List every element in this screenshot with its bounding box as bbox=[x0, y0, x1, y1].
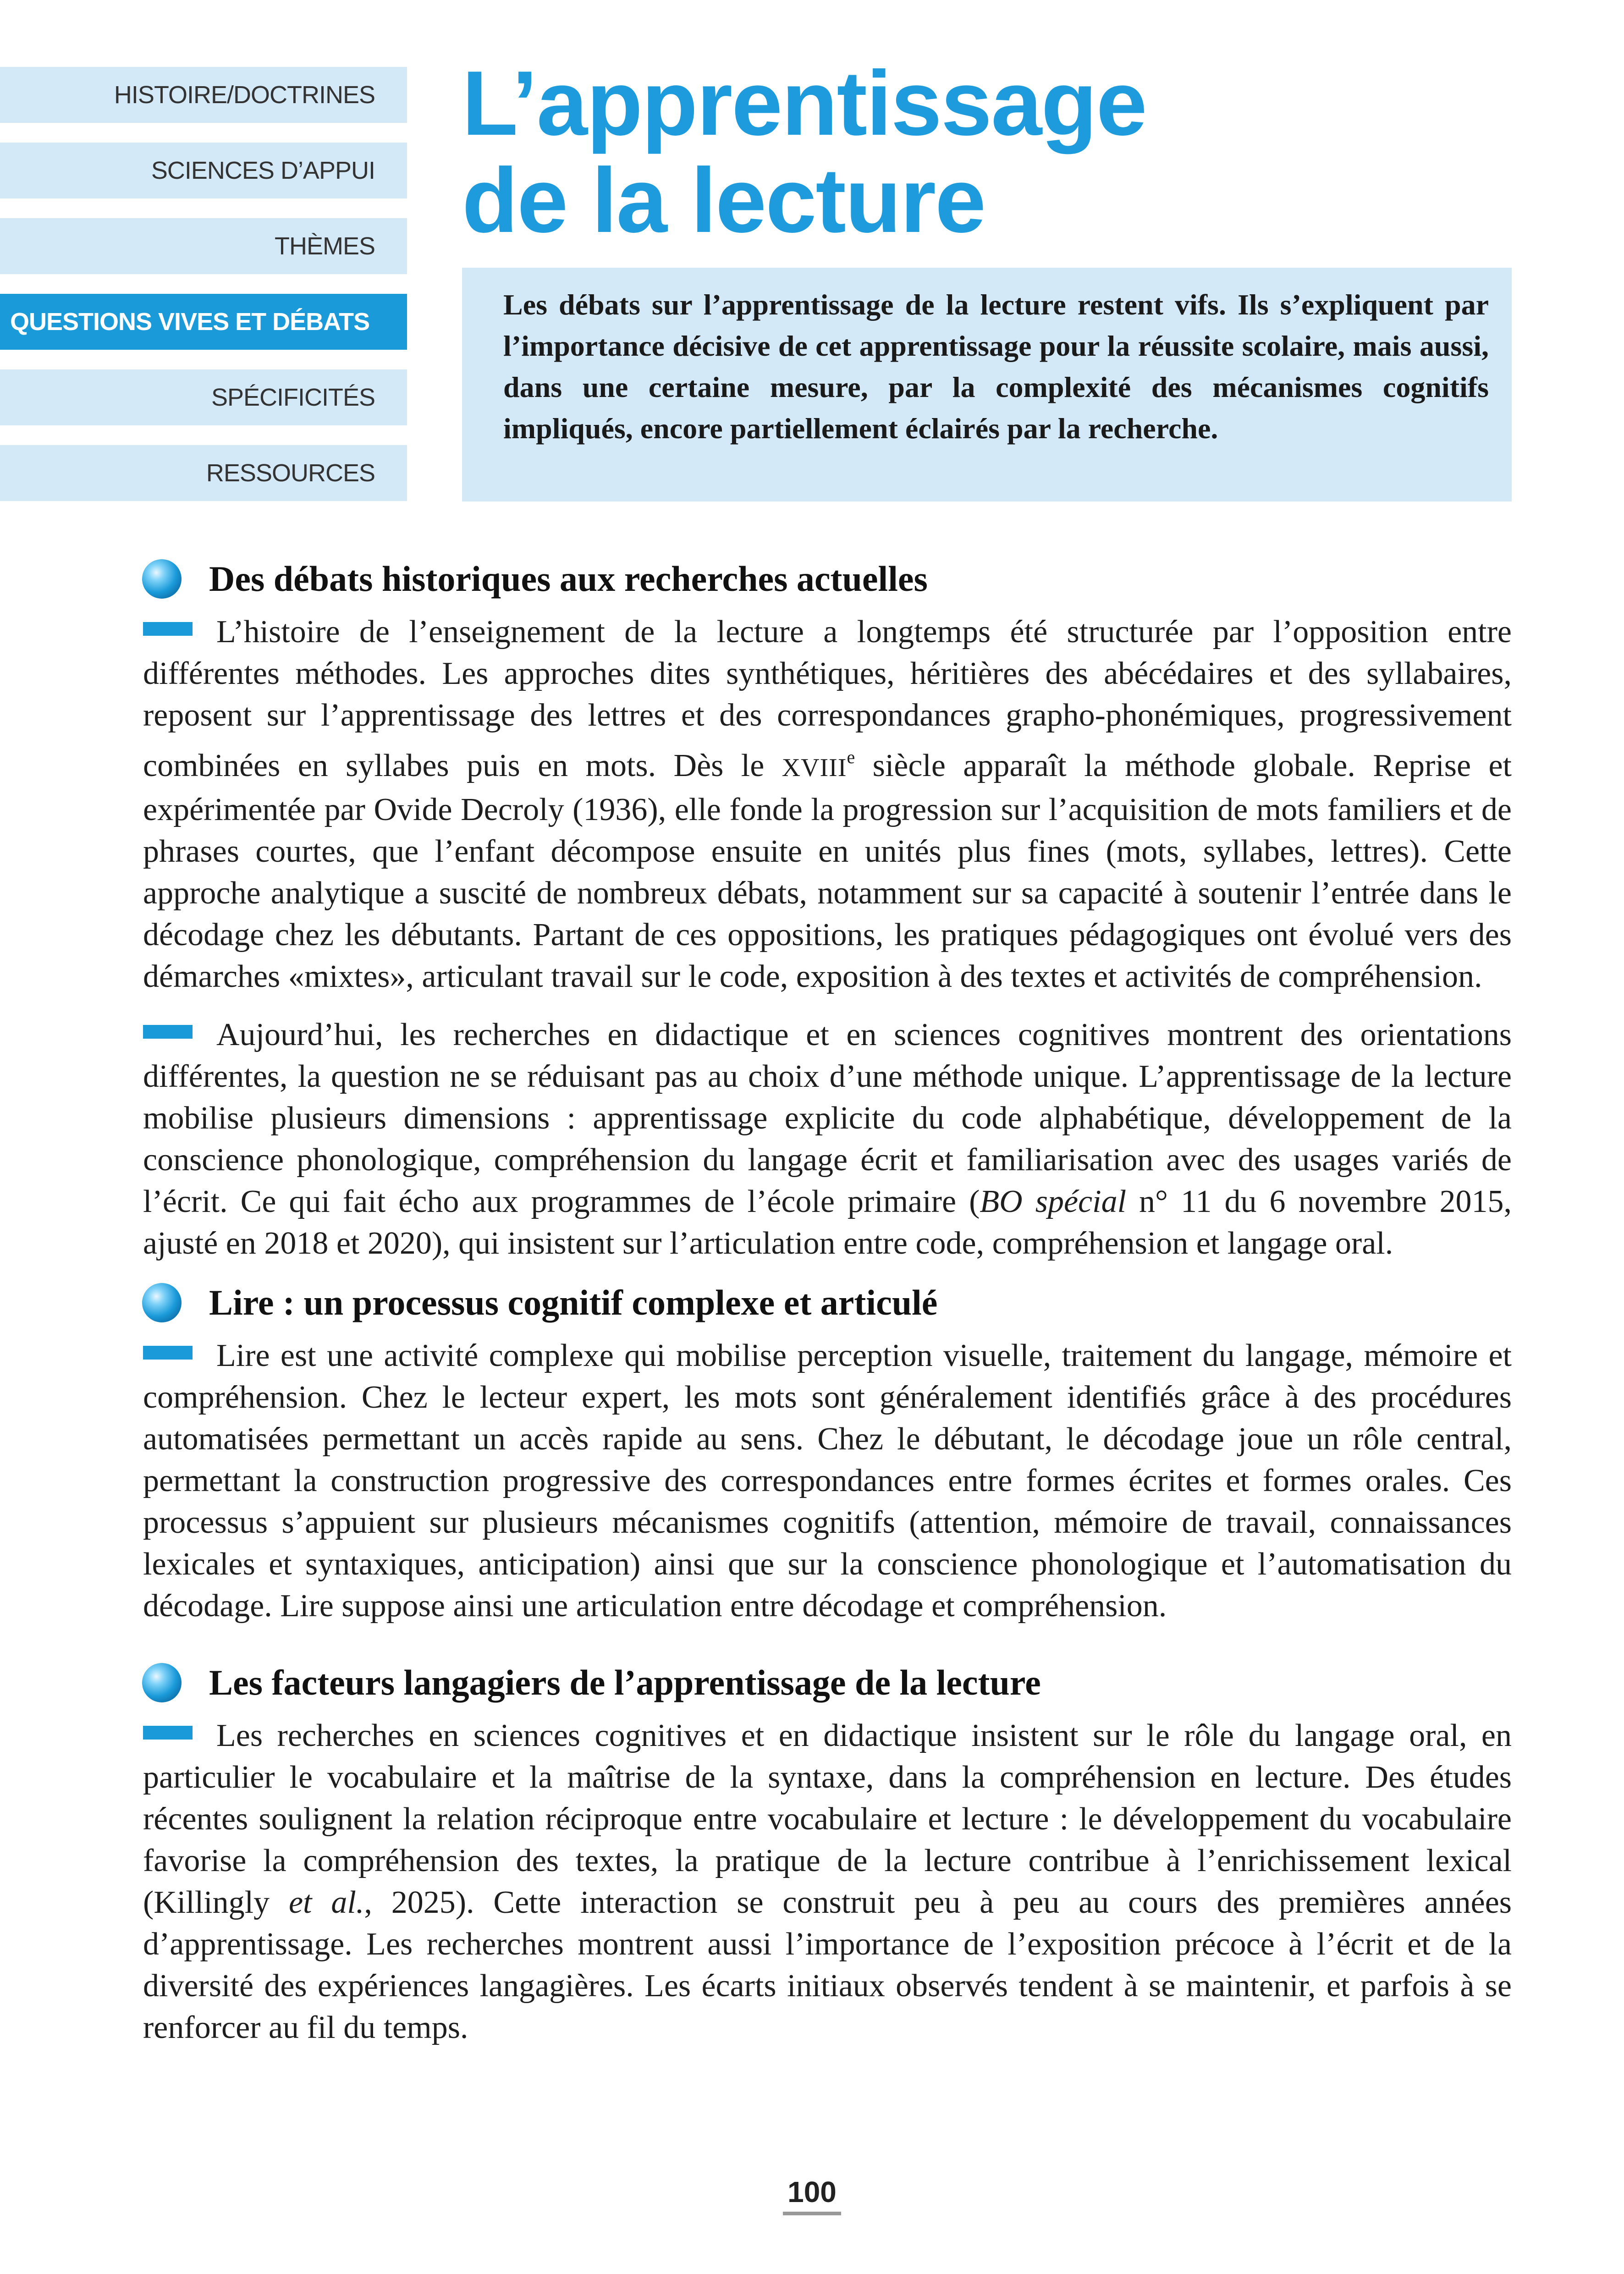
century-numeral: XVIII bbox=[782, 754, 847, 782]
section-heading-text: Les facteurs langagiers de l’apprentissage de la lecture bbox=[209, 1663, 1041, 1702]
page-title bbox=[462, 52, 1507, 252]
nav-item-specificites[interactable]: SPÉCIFICITÉS bbox=[0, 369, 407, 425]
nav-item-themes[interactable]: THÈMES bbox=[0, 218, 407, 274]
page-number: 100 bbox=[0, 2175, 1624, 2215]
section-heading-1 bbox=[142, 557, 1512, 601]
page-title-line-1: L’apprentissage bbox=[462, 52, 1146, 154]
nav-item-ressources[interactable]: RESSOURCES bbox=[0, 445, 407, 501]
blue-sphere-icon bbox=[142, 1283, 182, 1322]
superscript: e bbox=[847, 747, 855, 767]
paragraph-marker-icon bbox=[143, 1346, 193, 1360]
paragraph-marker-icon bbox=[143, 622, 193, 636]
section-nav bbox=[0, 67, 407, 521]
paragraph: L’histoire de l’enseignement de la lecture a longtemps été structurée par l’opposition entre différentes méthodes. Les approches dites synthétiques, héritières des abécédaires et des syllabaires, reposent sur l’apprentissage des lettres et des correspondances grapho-phonémiques, progressivement combinées en syllabes puis en mots. Dès le XVIIIe siècle apparaît la méthode globale. Reprise et expérimentée par Ovide Decroly (1936), elle fonde la progression sur l’acquisition de mots familiers et de phrases courtes, que l’enfant décompose ensuite en unités plus fines (mots, syllabes, lettres). Cette approche analytique a suscité de nombreux débats, notamment sur sa capacité à soutenir l’entrée dans le décodage chez les débutants. Partant de ces oppositions, les pratiques pédagogiques ont évolué vers des démarches «mixtes», articulant travail sur le code, exposition à des textes et activités de compréhension. bbox=[143, 614, 1512, 994]
intro-box: Les débats sur l’apprentissage de la lecture restent vifs. Ils s’expliquent par l’importance décisive de cet apprentissage pour la réussite scolaire, mais aussi, dans une certaine mesure, par la complexité des mécanismes cognitifs impliqués, encore partiellement éclairés par la recherche. bbox=[462, 268, 1512, 501]
paragraph: Aujourd’hui, les recherches en didactique et en sciences cognitives montrent des orientations différentes, la question ne se réduisant pas au choix d’une méthode unique. L’apprentissage de la lecture mobilise plusieurs dimensions : apprentissage explicite du code alphabétique, développement de la conscience phonologique, compréhension du langage écrit et familiarisation avec des usages variés de l’écrit. Ce qui fait écho aux programmes de l’école primaire (BO spécial n° 11 du 6 novembre 2015, ajusté en 2018 et 2020), qui insistent sur l’articulation entre code, compréhension et langage oral. bbox=[143, 1017, 1512, 1261]
paragraph-marker-icon bbox=[143, 1726, 193, 1740]
paragraph-marker-icon bbox=[143, 1025, 193, 1039]
paragraph: Les recherches en sciences cognitives et en didactique insistent sur le rôle du langage oral, en particulier le vocabulaire et la maîtrise de la syntaxe, dans la compréhension en lecture. Des études récentes soulignent la relation réciproque entre vocabulaire et lecture : le développement du vocabulaire favorise la compréhension des textes, la pratique de la lecture contribue à l’enrichissement lexical (Killingly et al., 2025). Cette interaction se construit peu à peu au cours des premières années d’apprentissage. Les recherches montrent aussi l’importance de l’exposition précoce à l’écrit et de la diversité des expériences langagières. Les écarts initiaux observés tendent à se maintenir, et parfois à se renforcer au fil du temps. bbox=[143, 1718, 1512, 2045]
section-heading-3 bbox=[142, 1661, 1512, 1705]
paragraph: Lire est une activité complexe qui mobilise perception visuelle, traitement du langage, mémoire et compréhension. Chez le lecteur expert, les mots sont généralement identifiés grâce à des procédures automatisées permettant un accès rapide au sens. Chez le débutant, le décodage joue un rôle central, permettant la construction progressive des correspondances entre formes écrites et formes orales. Ces processus s’appuient sur plusieurs mécanismes cognitifs (attention, mémoire de travail, connaissances lexicales et syntaxiques, anticipation) ainsi que sur la conscience phonologique et l’automatisation du décodage. Lire suppose ainsi une articulation entre décodage et compréhension. bbox=[143, 1338, 1512, 1624]
blue-sphere-icon bbox=[142, 1663, 182, 1702]
italic-reference: BO spécial bbox=[980, 1184, 1127, 1219]
article-body bbox=[143, 557, 1512, 2065]
section-heading-text: Des débats historiques aux recherches actuelles bbox=[209, 559, 928, 599]
nav-item-questions-vives[interactable]: QUESTIONS VIVES ET DÉBATS bbox=[0, 294, 407, 350]
italic-reference: et al. bbox=[288, 1885, 364, 1920]
spacer bbox=[143, 1643, 1512, 1661]
blue-sphere-icon bbox=[142, 559, 182, 599]
nav-item-sciences[interactable]: SCIENCES D’APPUI bbox=[0, 143, 407, 198]
page-title-line-2: de la lecture bbox=[462, 149, 985, 252]
section-heading-text: Lire : un processus cognitif complexe et articulé bbox=[209, 1283, 938, 1322]
section-heading-2 bbox=[142, 1281, 1512, 1325]
nav-item-histoire[interactable]: HISTOIRE/DOCTRINES bbox=[0, 67, 407, 123]
